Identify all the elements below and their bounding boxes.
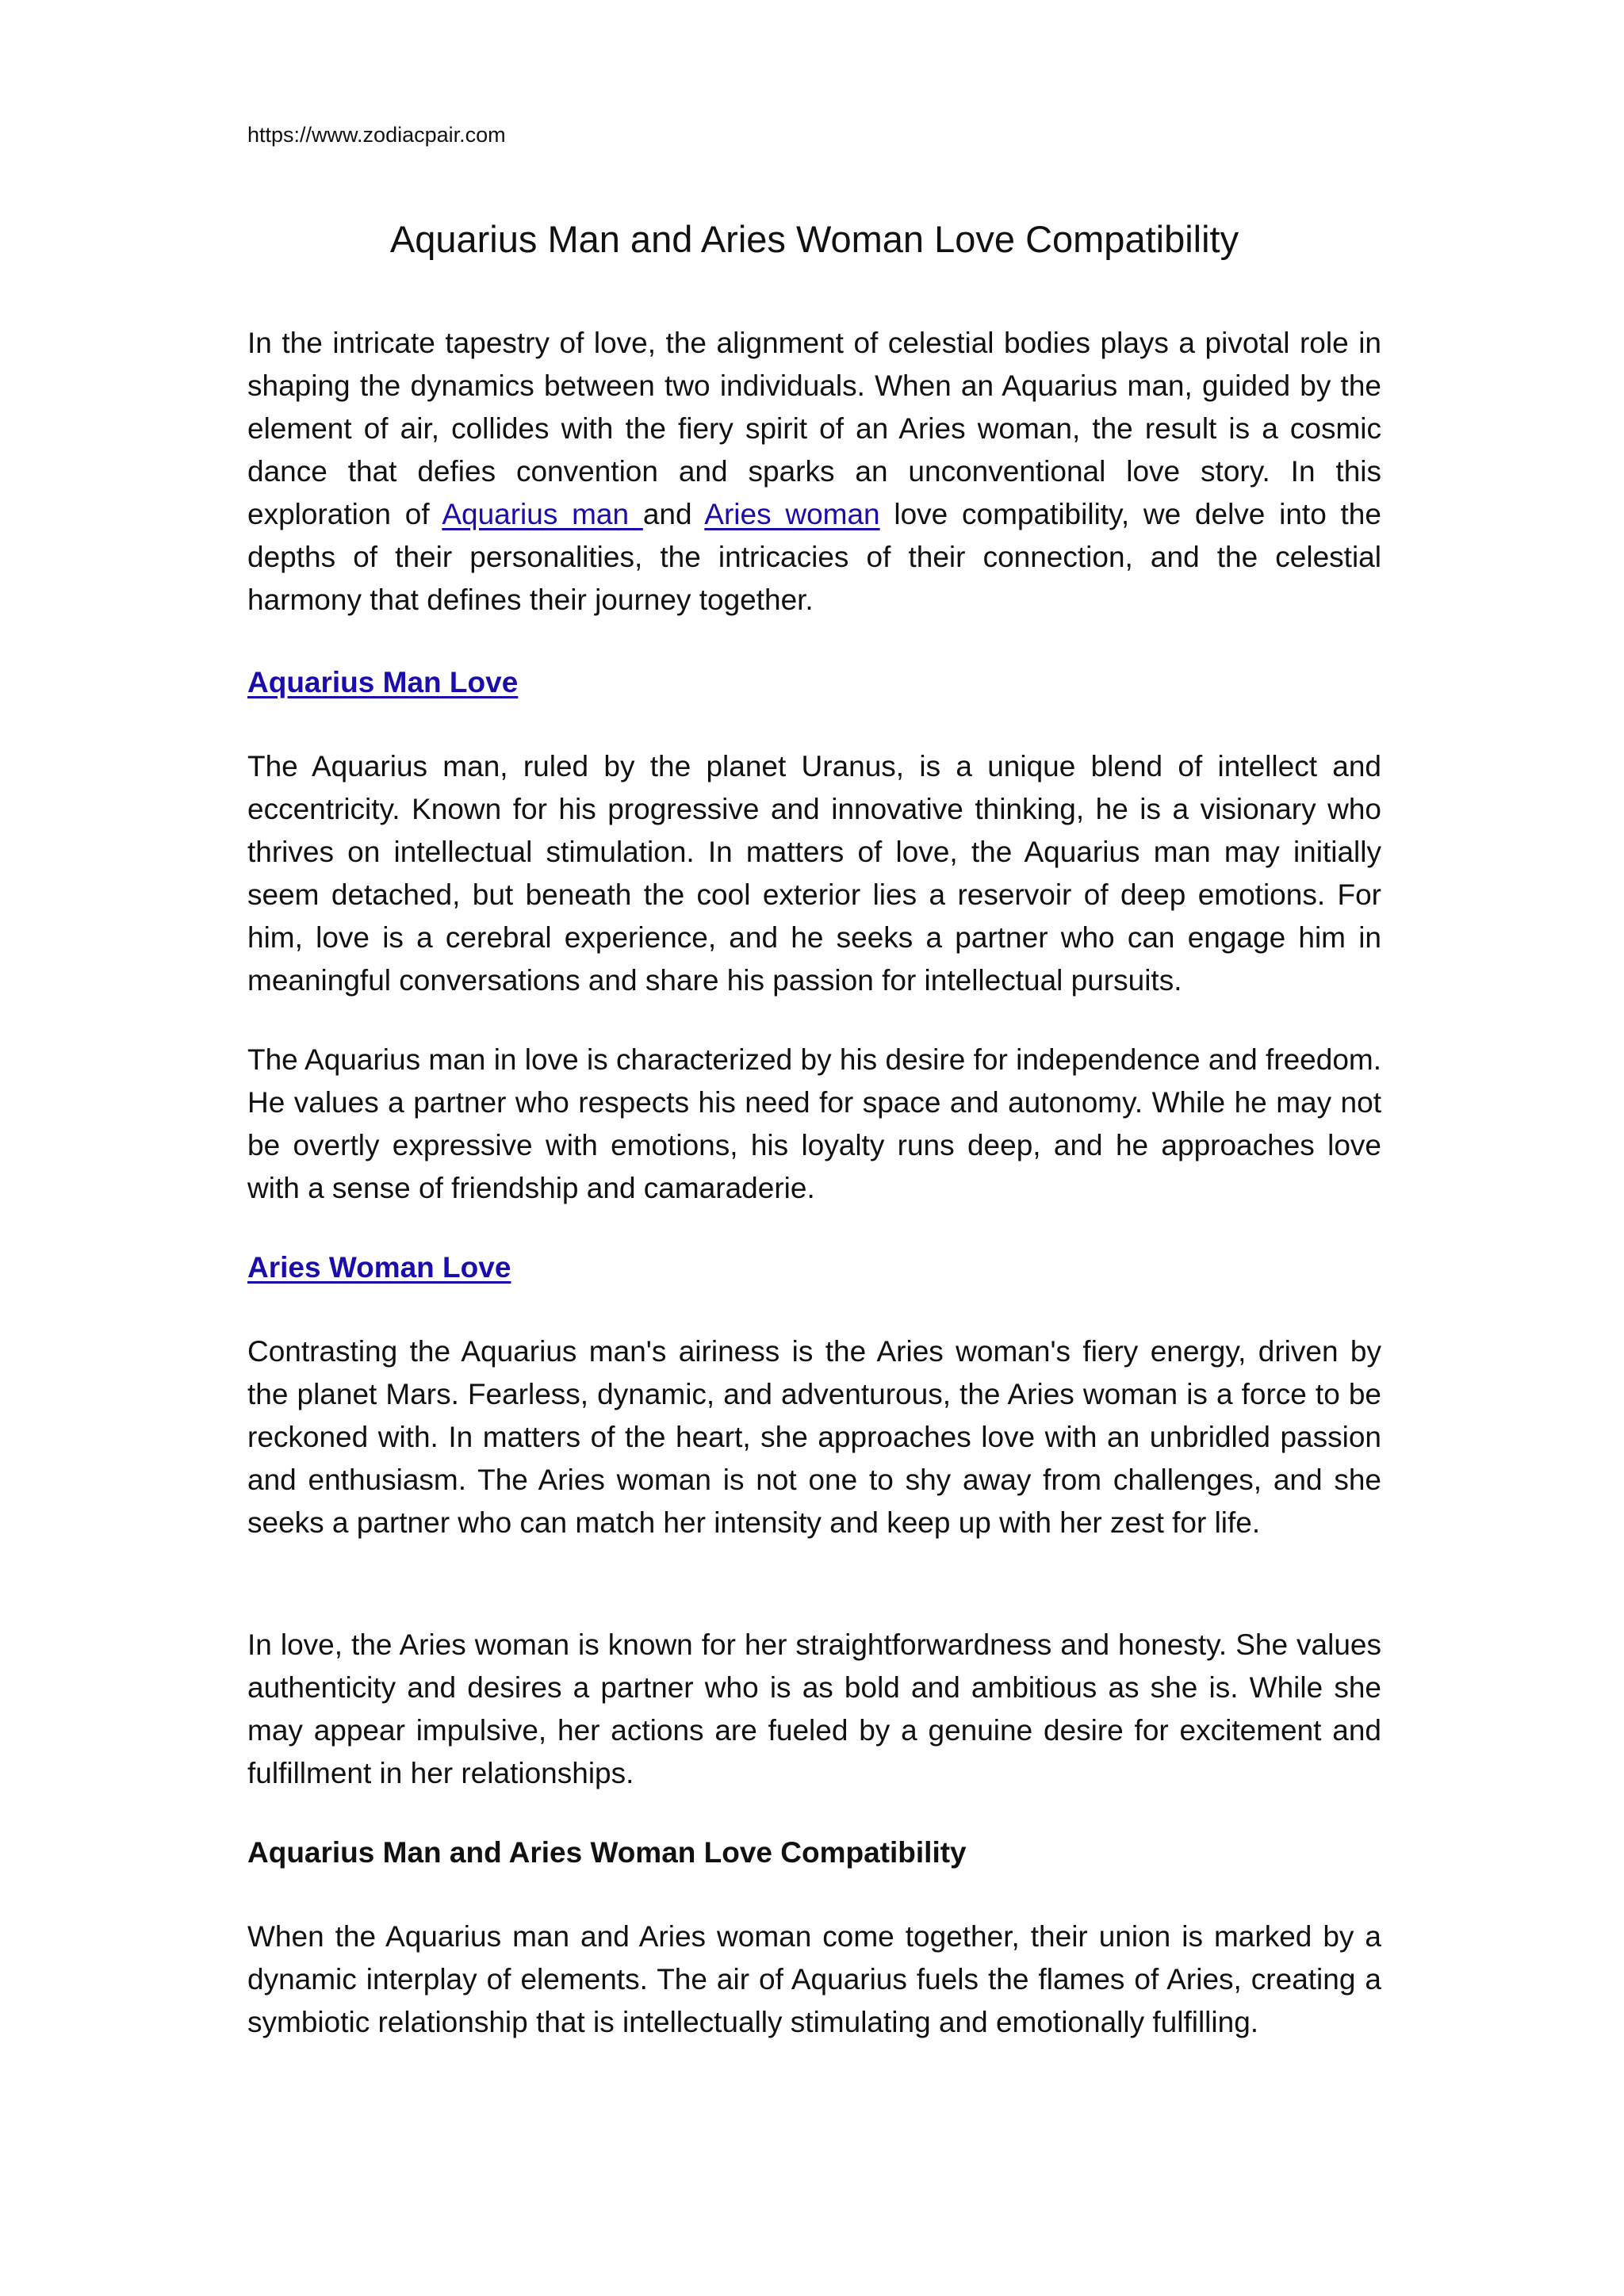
aquarius-paragraph-1: The Aquarius man, ruled by the planet Uranus, is a unique blend of intellect and eccentricity. Known for his progressive and innovative thinking, he is a visionary who thrives on intellectual stimulation. In matters of love, the Aquarius man may initially seem detached, but beneath the cool exterior lies a reservoir of deep emotions. For him, love is a cerebral experience, and he seeks a partner who can engage him in meaningful conversations and share his passion for intellectual pursuits. [247, 750, 1381, 997]
compatibility-section-heading: Aquarius Man and Aries Woman Love Compatibility [247, 1836, 967, 1869]
aries-woman-love-link[interactable]: Aries Woman Love [247, 1251, 511, 1284]
aquarius-man-love-link[interactable]: Aquarius Man Love [247, 666, 519, 698]
aquarius-section-heading [247, 661, 1381, 704]
intro-text-1: In the intricate tapestry of love, the alignment of celestial bodies plays a pivotal role in shaping the dynamics between two individuals. When an Aquarius man, guided by the element of air, collides with the fiery spirit of an Aries woman, the result is a cosmic dance that defies convention and sparks an unconventional love story. In this exploration of [247, 327, 1381, 530]
compatibility-paragraph-1: When the Aquarius man and Aries woman come together, their union is marked by a dynamic interplay of elements. The air of Aquarius fuels the flames of Aries, creating a symbiotic relationship that is intellectually stimulating and emotionally fulfilling. [247, 1920, 1381, 2038]
aries-woman-link[interactable]: Aries woman [704, 498, 880, 530]
aquarius-paragraph-2: The Aquarius man in love is characterized by his desire for independence and freedom. He values a partner who respects his need for space and autonomy. While he may not be overtly expressive with emotions, his loyalty runs deep, and he approaches love with a sense of friendship and camaraderie. [247, 1043, 1381, 1204]
aries-section-heading [247, 1246, 1381, 1289]
header-url: https://www.zodiacpair.com [247, 123, 506, 147]
aquarius-man-link[interactable]: Aquarius man [442, 498, 643, 530]
aries-paragraph-2: In love, the Aries woman is known for her straightforwardness and honesty. She values authenticity and desires a partner who is as bold and ambitious as she is. While she may appear impulsive, her actions are fueled by a genuine desire for excitement and fulfillment in her relationships. [247, 1628, 1381, 1789]
page-title: Aquarius Man and Aries Woman Love Compatibility [389, 218, 1239, 260]
intro-text-2: and [642, 498, 705, 530]
aries-paragraph-1: Contrasting the Aquarius man's airiness is the Aries woman's fiery energy, driven by the planet Mars. Fearless, dynamic, and adventurous, the Aries woman is a force to be reckoned with. In matters of the heart, she approaches love with an unbridled passion and enthusiasm. The Aries woman is not one to shy away from challenges, and she seeks a partner who can match her intensity and keep up with her zest for life. [247, 1335, 1381, 1539]
intro-text-3: love compatibility, we delve into the depths of their personalities, the intricacies of their connection, and the celestial harmony that defines their journey together. [247, 498, 1381, 616]
intro-paragraph [247, 322, 1381, 622]
